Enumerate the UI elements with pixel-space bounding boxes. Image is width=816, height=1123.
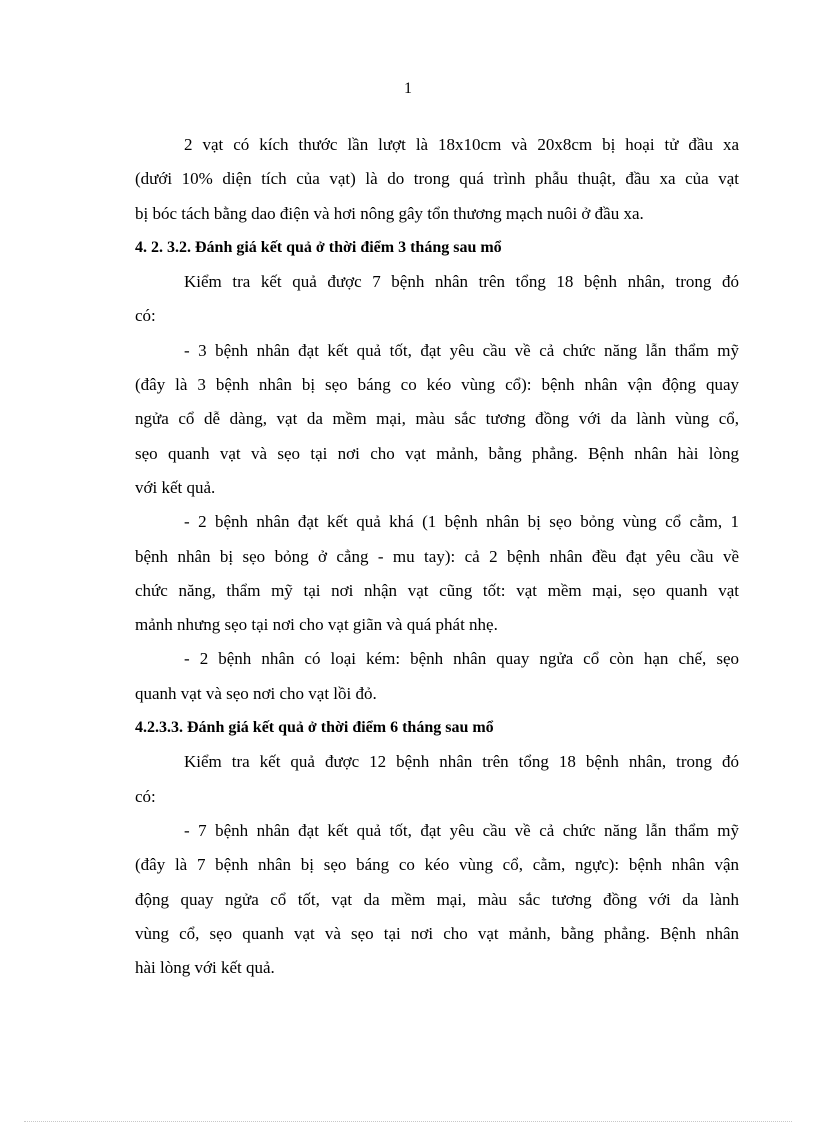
text-line: sẹo quanh vạt và sẹo tại nơi cho vạt mảnh, bằng phẳng. Bệnh nhân hài lòng	[135, 443, 739, 463]
text-line: mảnh nhưng sẹo tại nơi cho vạt giãn và quá phát nhẹ.	[135, 615, 498, 635]
text-line: bị bóc tách bằng dao điện và hơi nông gây tổn thương mạch nuôi ở đầu xa.	[135, 203, 644, 223]
text-line: (dưới 10% diện tích của vạt) là do trong quá trình phẫu thuật, đầu xa của vạt	[135, 169, 739, 189]
text-line: - 2 bệnh nhân đạt kết quả khá (1 bệnh nhân bị sẹo bỏng vùng cổ cằm, 1	[184, 512, 739, 532]
text-line: (đây là 7 bệnh nhân bị sẹo báng co kéo vùng cổ, cằm, ngực): bệnh nhân vận	[135, 855, 739, 875]
text-line: - 7 bệnh nhân đạt kết quả tốt, đạt yêu cầu về cả chức năng lẫn thẩm mỹ	[184, 820, 739, 840]
section-heading: 4.2.3.3. Đánh giá kết quả ở thời điểm 6 tháng sau mổ	[135, 719, 494, 737]
text-line: - 2 bệnh nhân có loại kém: bệnh nhân quay ngửa cổ còn hạn chế, sẹo	[184, 649, 739, 669]
page-number: 1	[404, 80, 412, 97]
text-line: chức năng, thẩm mỹ tại nơi nhận vạt cũng tốt: vạt mềm mại, sẹo quanh vạt	[135, 580, 739, 600]
text-line: có:	[135, 306, 156, 326]
text-line: vùng cổ, sẹo quanh vạt và sẹo tại nơi cho vạt mảnh, bằng phẳng. Bệnh nhân	[135, 923, 739, 943]
text-line: bệnh nhân bị sẹo bỏng ở cẳng - mu tay): cả 2 bệnh nhân đều đạt yêu cầu về	[135, 546, 739, 566]
page-bottom-divider	[24, 1121, 792, 1122]
text-line: (đây là 3 bệnh nhân bị sẹo báng co kéo vùng cổ): bệnh nhân vận động quay	[135, 375, 739, 395]
text-line: với kết quả.	[135, 477, 216, 497]
text-line: Kiểm tra kết quả được 12 bệnh nhân trên tổng 18 bệnh nhân, trong đó	[184, 752, 739, 772]
text-line: ngửa cổ dễ dàng, vạt da mềm mại, màu sắc tương đồng với da lành vùng cổ,	[135, 409, 739, 429]
text-line: động quay ngửa cổ tốt, vạt da mềm mại, màu sắc tương đồng với da lành	[135, 889, 739, 909]
text-line: hài lòng với kết quả.	[135, 958, 275, 978]
section-heading: 4. 2. 3.2. Đánh giá kết quả ở thời điểm 3 tháng sau mổ	[135, 238, 502, 256]
text-line: Kiểm tra kết quả được 7 bệnh nhân trên tổng 18 bệnh nhân, trong đó	[184, 272, 739, 292]
text-line: - 3 bệnh nhân đạt kết quả tốt, đạt yêu cầu về cả chức năng lẫn thẩm mỹ	[184, 340, 739, 360]
text-line: 2 vạt có kích thước lần lượt là 18x10cm và 20x8cm bị hoại tử đầu xa	[184, 135, 739, 154]
text-line: quanh vạt và sẹo nơi cho vạt lồi đỏ.	[135, 683, 377, 703]
text-line: có:	[135, 786, 156, 806]
document-body	[135, 128, 739, 985]
